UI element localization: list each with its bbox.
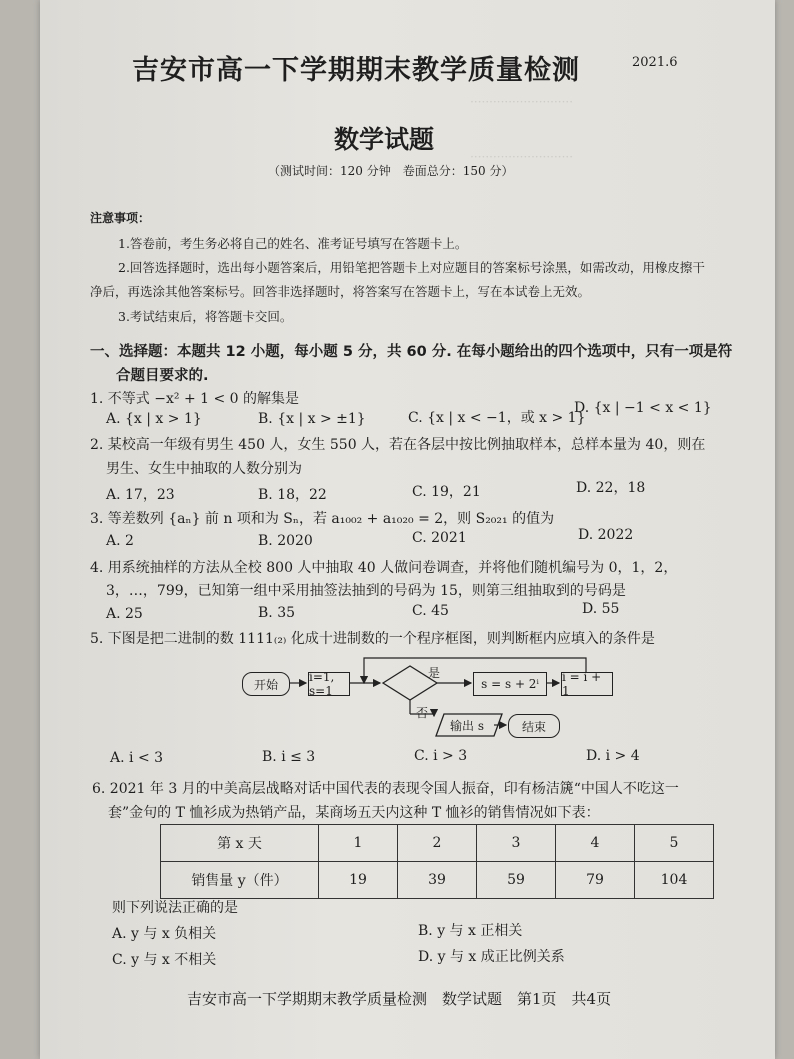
flowchart-no-label: 否 (416, 706, 429, 720)
question-stem: 6. 2021 年 3 月的中美高层战略对话中国代表的表现令国人振奋，印有杨洁篪“中国人不吃这一 (92, 781, 679, 797)
option-b: B. 35 (258, 605, 296, 621)
table-cell: 3 (477, 825, 556, 862)
exam-date: 2021.6 (632, 55, 678, 70)
flowchart-update-i: i = i + 1 (561, 672, 613, 696)
option-d: D. 55 (582, 601, 620, 617)
question-stem: 2. 某校高一年级有男生 450 人，女生 550 人，若在各层中按比例抽取样本，总样本量为 40，则在 (90, 437, 706, 453)
flowchart-start: 开始 (242, 672, 290, 696)
flowchart-output: 输出 s (450, 719, 484, 733)
option-d: D. i > 4 (586, 748, 640, 764)
table-cell: 1 (319, 825, 398, 862)
notice-heading: 注意事项： (90, 211, 151, 225)
option-c: C. 19，21 (412, 484, 481, 500)
option-a: A. 25 (106, 606, 143, 622)
page-footer: 吉安市高一下学期期末教学质量检测 数学试题 第1页 共4页 (187, 990, 612, 1008)
option-d: D. 2022 (578, 527, 634, 543)
question-stem: 套”金句的 T 恤衫成为热销产品，某商场五天内这种 T 恤衫的销售情况如下表： (108, 805, 600, 821)
question-followup: 则下列说法正确的是 (112, 900, 238, 916)
section-heading: 合题目要求的. (116, 368, 209, 384)
flowchart-yes-label: 是 (428, 666, 441, 680)
question-stem: 3. 等差数列 {aₙ} 前 n 项和为 Sₙ，若 a₁₀₀₂ + a₁₀₂₀ = 2，则 S₂₀₂₁ 的值为 (90, 511, 555, 527)
question-stem: 3，…，799，已知第一组中采用抽签法抽到的号码为 15，则第三组抽取到的号码是 (106, 583, 626, 599)
table-cell: 79 (556, 862, 635, 899)
notice-item: 1.答卷前，考生务必将自己的姓名、准考证号填写在答题卡上。 (118, 236, 468, 251)
option-a: A. 2 (106, 533, 134, 549)
question-stem: 5. 下图是把二进制的数 1111₍₂₎ 化成十进制数的一个程序框图，则判断框内应填入的条件是 (90, 631, 655, 647)
section-heading: 一、选择题：本题共 12 小题，每小题 5 分，共 60 分. 在每小题给出的四个选项中，只有一项是符 (90, 344, 733, 360)
option-c: C. 45 (412, 603, 449, 619)
table-cell: 5 (635, 825, 714, 862)
option-d: D. y 与 x 成正比例关系 (418, 949, 565, 965)
bleed-through-text: ··························· (470, 150, 573, 164)
notice-item: 净后，再选涂其他答案标号。回答非选择题时，将答案写在答题卡上，写在本试卷上无效。 (90, 284, 591, 299)
table-cell: 104 (635, 862, 714, 899)
flowchart-update-s: s = s + 2ⁱ (473, 672, 547, 696)
question-stem: 1. 不等式 −x² + 1 < 0 的解集是 (90, 391, 300, 407)
flowchart-end: 结束 (508, 714, 560, 738)
option-c: C. y 与 x 不相关 (112, 952, 217, 968)
table-cell: 39 (398, 862, 477, 899)
option-a: A. y 与 x 负相关 (112, 926, 217, 942)
table-cell: 19 (319, 862, 398, 899)
table-row (161, 825, 714, 862)
flowchart-init: i=1, s=1 (308, 672, 350, 696)
option-a: A. {x | x > 1} (106, 411, 202, 427)
option-c: C. {x | x < −1，或 x > 1} (408, 410, 586, 426)
option-d: D. {x | −1 < x < 1} (574, 400, 712, 416)
exam-title: 吉安市高一下学期期末教学质量检测 (132, 55, 580, 86)
question-stem: 4. 用系统抽样的方法从全校 800 人中抽取 40 人做问卷调查，并将他们随机编号为 0，1，2， (90, 560, 678, 576)
option-b: B. y 与 x 正相关 (418, 923, 523, 939)
table-header-y: 销售量 y（件） (161, 862, 319, 899)
table-cell: 4 (556, 825, 635, 862)
option-d: D. 22，18 (576, 480, 646, 496)
option-c: C. 2021 (412, 530, 467, 546)
table-cell: 2 (398, 825, 477, 862)
table-header-x: 第 x 天 (161, 825, 319, 862)
question-stem: 男生、女生中抽取的人数分别为 (106, 461, 302, 477)
sales-table (160, 824, 714, 899)
option-a: A. i < 3 (110, 750, 164, 766)
option-a: A. 17，23 (106, 487, 175, 503)
table-row (161, 862, 714, 899)
program-flowchart (240, 652, 620, 742)
option-b: B. 18，22 (258, 487, 327, 503)
table-cell: 59 (477, 862, 556, 899)
test-info: （测试时间：120 分钟 卷面总分：150 分） (268, 164, 514, 178)
option-c: C. i > 3 (414, 748, 468, 764)
exam-subject: 数学试题 (334, 125, 435, 154)
bleed-through-text: ··························· (470, 95, 573, 109)
option-b: B. i ≤ 3 (262, 749, 316, 765)
option-b: B. {x | x > ±1} (258, 411, 366, 427)
notice-item: 3.考试结束后，将答题卡交回。 (118, 309, 293, 324)
option-b: B. 2020 (258, 533, 313, 549)
notice-item: 2.回答选择题时，选出每小题答案后，用铅笔把答题卡上对应题目的答案标号涂黑，如需改动，用橡皮擦干 (118, 260, 705, 275)
